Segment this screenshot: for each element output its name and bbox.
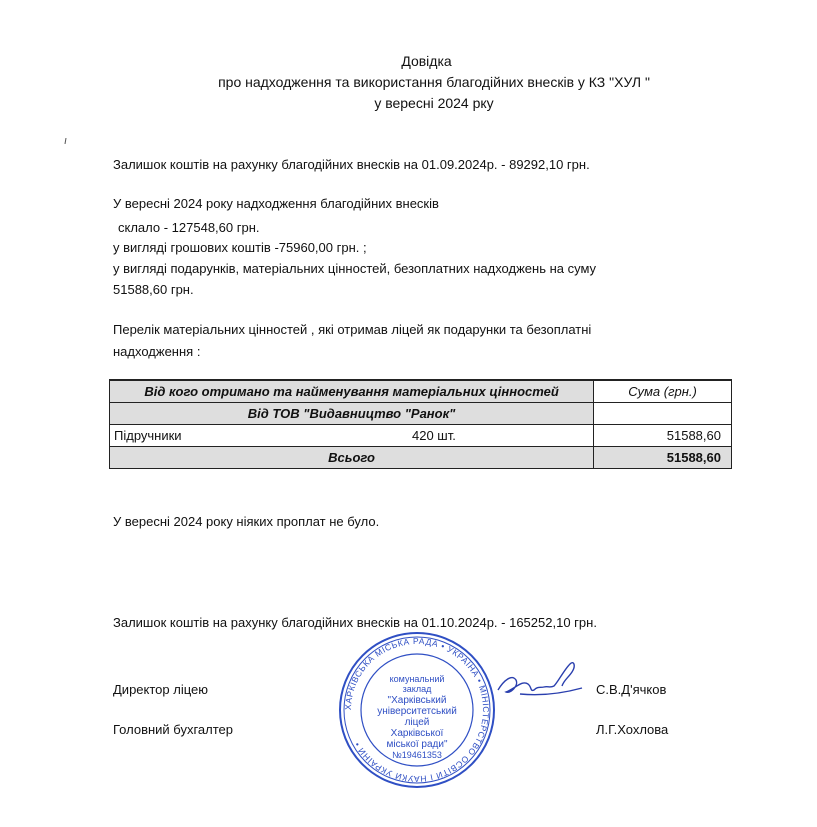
table-row (110, 425, 732, 447)
receipts-line-3: у вигляді грошових коштів -75960,00 грн. ; (113, 240, 367, 255)
director-title: Директор ліцею (113, 682, 208, 697)
stamp-line-7: міської ради" (386, 739, 448, 750)
stamp-line-5: ліцей (404, 717, 430, 728)
table-group-row (110, 403, 732, 425)
list-intro-line-1: Перелік матеріальних цінностей , які отримав ліцей як подарунки та безоплатні (113, 322, 592, 337)
stamp-line-6: Харківської (390, 728, 444, 739)
table-header-row (110, 380, 732, 403)
document-subtitle: про надходження та використання благодійних внесків у КЗ "ХУЛ " (218, 74, 650, 90)
donations-table (109, 379, 732, 469)
receipts-line-2: склало - 127548,60 грн. (118, 220, 260, 235)
director-name: С.В.Д'ячков (596, 682, 667, 697)
accountant-title: Головний бухгалтер (113, 722, 233, 737)
document-period: у вересні 2024 рку (374, 95, 494, 111)
item-sum-cell: 51588,60 (594, 425, 732, 447)
receipts-line-1: У вересні 2024 року надходження благодійних внесків (113, 196, 439, 211)
stamp-line-2: заклад (402, 684, 432, 694)
total-sum-cell: 51588,60 (594, 447, 732, 469)
accountant-name: Л.Г.Хохлова (596, 722, 669, 737)
document-title: Довідка (401, 53, 452, 69)
list-intro-line-2: надходження : (113, 344, 201, 359)
stamp-line-8: №19461353 (392, 750, 442, 760)
balance-end: Залишок коштів на рахунку благодійних внесків на 01.10.2024р. - 165252,10 грн. (113, 615, 597, 630)
group-sum-cell (594, 403, 732, 425)
receipts-line-4: у вигляді подарунків, матеріальних цінностей, безоплатних надходжень на суму (113, 261, 597, 276)
total-label-cell: Всього (110, 447, 594, 469)
header-sum-cell: Сума (грн.) (594, 380, 732, 403)
official-stamp (337, 630, 497, 790)
stamp-outer-text: ХАРКІВСЬКА МІСЬКА РАДА • УКРАЇНА • МІНІСТЕРСТВО ОСВІТИ І НАУКИ УКРАЇНИ • (342, 635, 492, 785)
table-total-row (110, 447, 732, 469)
no-payments-note: У вересні 2024 року ніяких проплат не було. (113, 514, 380, 529)
stamp-line-3: "Харківський (387, 695, 447, 706)
signature-image (490, 650, 590, 710)
item-qty: 420 шт. (412, 428, 456, 443)
header-name-cell: Від кого отримано та найменування матеріальних цінностей (110, 380, 594, 403)
stamp-line-1: комунальний (389, 674, 445, 684)
group-label-cell: Від ТОВ "Видавництво "Ранок" (110, 403, 594, 425)
balance-start: Залишок коштів на рахунку благодійних внесків на 01.09.2024р. - 89292,10 грн. (113, 157, 590, 172)
stamp-line-4: університетський (377, 706, 457, 717)
receipts-line-5: 51588,60 грн. (113, 282, 194, 297)
item-cell (110, 425, 594, 447)
item-name: Підручники (114, 428, 182, 443)
scan-mark (64, 132, 67, 138)
